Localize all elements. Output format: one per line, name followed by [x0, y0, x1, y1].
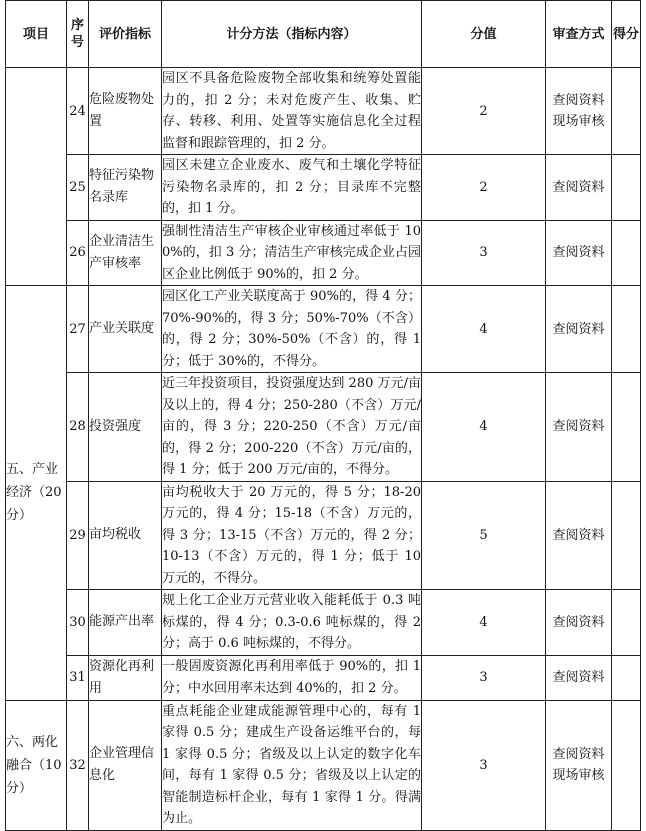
header-method: 计分方法（指标内容） [162, 1, 422, 68]
method-cell: 园区化工产业关联度高于 90%的，得 4 分；70%-90%的，得 3 分；50%-70%（不含）的，得 2 分；30%-50%（不含）的，得 1 分；低于 30%的，不得分。 [162, 286, 422, 373]
method-cell: 园区不具备危险废物全部收集和统筹处置能力的，扣 2 分；未对危废产生、收集、贮存、转移、利用、处置等实施信息化全过程监督和跟踪管理的，扣 2 分。 [162, 68, 422, 155]
table-row [6, 373, 641, 482]
row-number: 32 [67, 700, 89, 830]
row-number: 31 [67, 655, 89, 700]
review-cell [546, 655, 612, 700]
indicator-cell: 能源产出率 [89, 590, 162, 656]
category-cell-previous [6, 68, 67, 286]
indicator-cell: 特征污染物名录库 [89, 155, 162, 221]
row-number: 24 [67, 68, 89, 155]
category-informatization: 六、两化融合（10分） [6, 700, 67, 830]
indicator-cell: 资源化再利用 [89, 655, 162, 700]
got-cell [612, 286, 641, 373]
got-cell [612, 590, 641, 656]
row-number: 28 [67, 373, 89, 482]
review-cell [546, 700, 612, 830]
method-cell: 规上化工企业万元营业收入能耗低于 0.3 吨标煤的，得 4 分；0.3-0.6 吨标煤的，得 2 分；高于 0.6 吨标煤的，不得分。 [162, 590, 422, 656]
method-cell: 强制性清洁生产审核企业审核通过率低于 100%的，扣 3 分；清洁生产审核完成企业占园区企业比例低于 90%的，扣 2 分。 [162, 220, 422, 286]
indicator-cell: 亩均税收 [89, 481, 162, 590]
review-text: 查阅资料 [552, 419, 605, 435]
table-row [6, 286, 641, 373]
review-cell [546, 220, 612, 286]
got-cell [612, 700, 641, 830]
table-row [6, 590, 641, 656]
row-number: 26 [67, 220, 89, 286]
method-cell: 亩均税收大于 20 万元的，得 5 分；18-20 万元的，得 4 分；15-18（不含）万元的，得 3 分；13-15（不含）万元的，得 2 分；10-13（不含）万元的，得 1 分；低于 10 万元的，不得分。 [162, 481, 422, 590]
indicator-cell: 危险废物处置 [89, 68, 162, 155]
review-cell [546, 481, 612, 590]
table-row [6, 655, 641, 700]
review-text: 查阅资料 [552, 321, 605, 337]
got-cell [612, 481, 641, 590]
got-cell [612, 220, 641, 286]
indicator-cell: 产业关联度 [89, 286, 162, 373]
review-cell [546, 590, 612, 656]
header-category: 项目 [6, 1, 67, 68]
score-cell: 3 [422, 700, 546, 830]
review-text: 查阅资料 现场审核 [552, 93, 605, 129]
got-cell [612, 68, 641, 155]
indicator-cell: 企业管理信息化 [89, 700, 162, 830]
score-cell: 2 [422, 155, 546, 221]
header-row [6, 1, 641, 68]
category-industrial-economy: 五、产业经济（20分） [6, 286, 67, 701]
review-text: 查阅资料 [552, 614, 605, 630]
score-cell: 4 [422, 286, 546, 373]
got-cell [612, 373, 641, 482]
score-cell: 2 [422, 68, 546, 155]
review-text: 查阅资料 [552, 527, 605, 543]
header-indicator: 评价指标 [89, 1, 162, 68]
row-number: 25 [67, 155, 89, 221]
score-cell: 3 [422, 220, 546, 286]
row-number: 27 [67, 286, 89, 373]
review-text: 查阅资料 [552, 179, 605, 195]
header-review: 审查方式 [546, 1, 612, 68]
review-cell [546, 68, 612, 155]
method-cell: 园区未建立企业废水、废气和土壤化学特征污染物名录库的，扣 2 分；目录库不完整的，扣 1 分。 [162, 155, 422, 221]
table-row [6, 481, 641, 590]
method-cell: 近三年投资项目，投资强度达到 280 万元/亩及以上的，得 4 分；250-280（不含）万元/亩的，得 3 分；220-250（不含）万元/亩的，得 2 分；200-220（不含）万元/亩的，得 1 分；低于 200 万元/亩的，不得分。 [162, 373, 422, 482]
review-text: 查阅资料 [552, 245, 605, 261]
review-text: 查阅资料 [552, 670, 605, 685]
review-text: 查阅资料 现场审核 [552, 747, 605, 783]
header-seq-text: 序号 [70, 18, 84, 50]
indicator-cell: 投资强度 [89, 373, 162, 482]
evaluation-table [5, 0, 641, 831]
score-cell: 5 [422, 481, 546, 590]
got-cell [612, 655, 641, 700]
method-cell: 一般固废资源化再利用率低于 90%的，扣 1 分；中水回用率未达到 40%的，扣 2 分。 [162, 655, 422, 700]
header-got: 得分 [612, 1, 641, 68]
indicator-cell: 企业清洁生产审核率 [89, 220, 162, 286]
row-number: 29 [67, 481, 89, 590]
score-cell: 4 [422, 373, 546, 482]
table-row [6, 68, 641, 155]
table-row [6, 700, 641, 830]
header-seq [67, 1, 89, 68]
table-row [6, 220, 641, 286]
review-cell [546, 155, 612, 221]
method-cell: 重点耗能企业建成能源管理中心的，每有 1 家得 0.5 分；建成生产设备运维平台的，每 1 家得 0.5 分；省级及以上认定的数字化车间，每有 1 家得 0.5 分；省级及以上认定的智能制造标杆企业，每有 1 家得 1 分。得满为止。 [162, 700, 422, 830]
table-row [6, 155, 641, 221]
review-cell [546, 373, 612, 482]
got-cell [612, 155, 641, 221]
row-number: 30 [67, 590, 89, 656]
header-score: 分值 [422, 1, 546, 68]
review-cell [546, 286, 612, 373]
score-cell: 3 [422, 655, 546, 700]
score-cell: 4 [422, 590, 546, 656]
